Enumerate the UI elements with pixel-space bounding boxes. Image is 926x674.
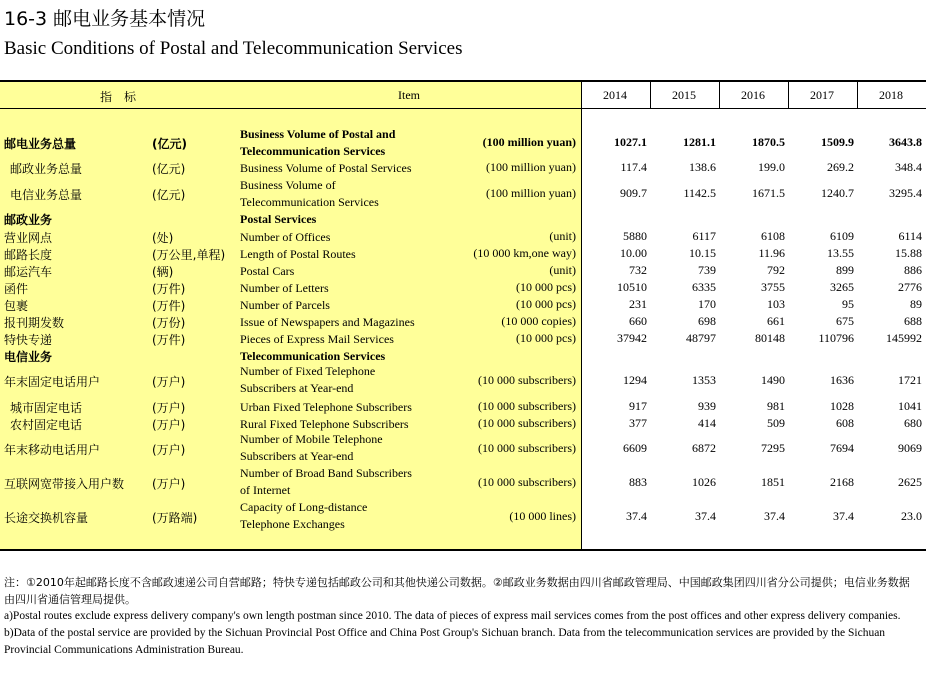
row-unit-cn: (亿元) (152, 188, 186, 202)
footnotes (4, 574, 920, 659)
footnote-cn: 注：①2010年起邮路长度不含邮政速递公司自营邮路；特快专递包括邮政公司和其他快递公司数据。②邮政业务数据由四川省邮政管理局、中国邮政集团四川省分公司提供；电信业务数据由四川省通信管理局提供。 (4, 576, 910, 606)
row-label-cn: 邮运汽车 (4, 264, 53, 279)
value-cell: 1028 (830, 398, 854, 413)
row-label-cn: 营业网点 (4, 230, 53, 245)
value-cell: 10.15 (689, 245, 716, 260)
value-cell: 1353 (692, 373, 716, 387)
row-unit-en: (unit) (549, 262, 576, 277)
value-cell: 2625 (898, 475, 922, 489)
value-cell: 883 (629, 475, 647, 489)
row-label-en: Business Volume of Telecommunication Services (240, 178, 379, 209)
value-cell: 886 (904, 262, 922, 277)
value-cell: 1240.7 (821, 186, 854, 200)
value-cell: 1294 (623, 373, 647, 387)
value-cell: 269.2 (827, 159, 854, 174)
table-row (0, 466, 926, 500)
value-cell: 3643.8 (889, 135, 922, 149)
value-cell: 909.7 (620, 186, 647, 200)
row-label-en: Number of Offices (240, 229, 331, 244)
value-cell: 6609 (623, 441, 647, 455)
table-row (0, 313, 926, 330)
page-title-cn: 16-3 邮电业务基本情况 (4, 8, 206, 30)
row-label-cn: 年末固定电话用户 (4, 375, 101, 389)
value-cell: 6117 (692, 228, 716, 243)
row-label-cn: 邮政业务总量 (10, 161, 83, 176)
row-label-en: Issue of Newspapers and Magazines (240, 314, 415, 329)
row-unit-en: (10 000 subscribers) (478, 415, 576, 430)
row-label-en: Number of Broad Band Subscribers of Internet (240, 466, 412, 497)
row-label-cn: 邮电业务总量 (4, 137, 77, 151)
row-label-en: Business Volume of Postal and Telecommunication Services (240, 127, 396, 158)
row-label-en: Capacity of Long-distance Telephone Exchanges (240, 500, 368, 531)
row-unit-en: (10 000 pcs) (516, 296, 576, 311)
row-label-cn: 电信业务总量 (10, 188, 83, 202)
value-cell: 37.4 (764, 509, 785, 523)
row-label-cn: 特快专递 (4, 332, 53, 347)
value-cell: 899 (836, 262, 854, 277)
table-row (0, 228, 926, 245)
value-cell: 6109 (830, 228, 854, 243)
page-title-en: Basic Conditions of Postal and Telecommunication Services (4, 38, 463, 59)
value-cell: 939 (698, 398, 716, 413)
value-cell: 660 (629, 313, 647, 328)
value-cell: 7295 (761, 441, 785, 455)
column-divider (650, 82, 651, 108)
row-label-cn: 包裹 (4, 298, 29, 313)
value-cell: 37942 (617, 330, 647, 345)
value-cell: 1671.5 (752, 186, 785, 200)
row-unit-cn: (万户) (152, 477, 186, 491)
value-cell: 917 (629, 398, 647, 413)
row-unit-en: (10 000 subscribers) (478, 398, 576, 413)
row-unit-en: (10 000 subscribers) (478, 441, 576, 455)
row-unit-cn: (亿元) (152, 161, 186, 176)
row-unit-en: (100 million yuan) (486, 159, 576, 174)
row-label-en: Length of Postal Routes (240, 246, 356, 261)
row-unit-cn: (万路端) (152, 511, 198, 525)
value-cell: 80148 (755, 330, 785, 345)
value-cell: 37.4 (626, 509, 647, 523)
value-cell: 661 (767, 313, 785, 328)
value-cell: 3265 (830, 279, 854, 294)
row-label-cn: 农村固定电话 (10, 417, 83, 432)
value-cell: 48797 (686, 330, 716, 345)
footnote-en: a)Postal routes exclude express delivery company's own length postman since 2010. The data of pieces of express mail services comes from the post offices and other express delivery companies. b)Data of the postal service are provided by the Sichuan Provincial Post Office and China Post Group's Sichuan branch. Data from the telecommunication services are provided by the Sichuan Provincial Communications Administration Bureau. (4, 610, 901, 656)
value-cell: 170 (698, 296, 716, 311)
value-cell: 9069 (898, 441, 922, 455)
value-cell: 10510 (617, 279, 647, 294)
value-cell: 23.0 (901, 509, 922, 523)
table-row (0, 364, 926, 398)
value-cell: 11.96 (758, 245, 785, 260)
value-cell: 199.0 (758, 159, 785, 174)
table-row (0, 330, 926, 347)
value-cell: 37.4 (695, 509, 716, 523)
value-cell: 348.4 (895, 159, 922, 174)
row-unit-en: (10 000 subscribers) (478, 475, 576, 489)
table-row (0, 415, 926, 432)
table-row (0, 279, 926, 296)
table-row (0, 432, 926, 466)
column-divider (719, 82, 720, 108)
row-unit-cn: (万件) (152, 281, 186, 296)
value-cell: 6335 (692, 279, 716, 294)
row-label-cn: 函件 (4, 281, 29, 296)
row-label-en: Number of Letters (240, 280, 329, 295)
row-label-cn: 互联网宽带接入用户数 (4, 477, 125, 491)
row-unit-en: (10 000 copies) (501, 313, 576, 328)
row-unit-en: (unit) (549, 228, 576, 243)
header-year: 2016 (741, 88, 765, 102)
value-cell: 680 (904, 415, 922, 430)
table-row (0, 296, 926, 313)
row-label-en: Number of Fixed Telephone Subscribers at Year-end (240, 364, 376, 395)
value-cell: 6114 (898, 228, 922, 243)
row-label-en: Number of Mobile Telephone Subscribers at Year-end (240, 432, 383, 463)
value-cell: 37.4 (833, 509, 854, 523)
value-cell: 509 (767, 415, 785, 430)
value-cell: 2168 (830, 475, 854, 489)
row-unit-cn: (万公里,单程) (152, 247, 226, 262)
row-unit-en: (10 000 subscribers) (478, 373, 576, 387)
row-label-en: Postal Cars (240, 263, 295, 278)
value-cell: 739 (698, 262, 716, 277)
table-row (0, 245, 926, 262)
value-cell: 89 (910, 296, 922, 311)
row-label-cn: 邮路长度 (4, 247, 53, 262)
table-row (0, 178, 926, 210)
value-cell: 2776 (898, 279, 922, 294)
table-row (0, 262, 926, 279)
header-year: 2018 (879, 88, 903, 102)
value-cell: 1041 (898, 398, 922, 413)
row-label-cn: 邮政业务 (4, 212, 53, 227)
row-label-cn: 电信业务 (4, 349, 53, 364)
row-label-cn: 城市固定电话 (10, 400, 83, 415)
value-cell: 117.4 (620, 159, 647, 174)
value-cell: 675 (836, 313, 854, 328)
row-label-en: Urban Fixed Telephone Subscribers (240, 399, 412, 414)
value-cell: 1026 (692, 475, 716, 489)
row-unit-cn: (亿元) (152, 137, 187, 151)
value-cell: 7694 (830, 441, 854, 455)
value-cell: 1636 (830, 373, 854, 387)
row-unit-en: (10 000 pcs) (516, 330, 576, 345)
value-cell: 1851 (761, 475, 785, 489)
value-cell: 138.6 (689, 159, 716, 174)
value-cell: 1142.5 (683, 186, 716, 200)
value-cell: 698 (698, 313, 716, 328)
value-cell: 110796 (818, 330, 854, 345)
header-indicator: 指 标 (100, 90, 137, 104)
table-bottom-rule (0, 549, 926, 551)
value-cell: 95 (842, 296, 854, 311)
value-cell: 608 (836, 415, 854, 430)
row-unit-en: (10 000 km,one way) (473, 245, 576, 260)
value-cell: 792 (767, 262, 785, 277)
table-row (0, 398, 926, 415)
row-unit-en: (100 million yuan) (486, 186, 576, 200)
value-cell: 6108 (761, 228, 785, 243)
row-unit-cn: (万户) (152, 400, 186, 415)
table-row (0, 159, 926, 176)
row-unit-en: (10 000 lines) (509, 509, 576, 523)
row-unit-cn: (万户) (152, 375, 186, 389)
header-year: 2015 (672, 88, 696, 102)
row-unit-en: (10 000 pcs) (516, 279, 576, 294)
row-unit-cn: (万户) (152, 417, 186, 432)
value-cell: 103 (767, 296, 785, 311)
table-row (0, 210, 926, 227)
value-cell: 732 (629, 262, 647, 277)
row-label-en: Postal Services (240, 211, 317, 226)
value-cell: 6872 (692, 441, 716, 455)
value-cell: 1870.5 (752, 135, 785, 149)
value-cell: 688 (904, 313, 922, 328)
row-unit-cn: (处) (152, 230, 174, 245)
row-unit-en: (100 million yuan) (482, 135, 576, 149)
row-label-en: Rural Fixed Telephone Subscribers (240, 416, 409, 431)
header-year: 2014 (603, 88, 627, 102)
table-row (0, 127, 926, 159)
column-divider (857, 82, 858, 108)
row-label-cn: 长途交换机容量 (4, 511, 89, 525)
row-label-cn: 年末移动电话用户 (4, 443, 101, 457)
row-unit-cn: (万件) (152, 298, 186, 313)
value-cell: 377 (629, 415, 647, 430)
row-unit-cn: (万件) (152, 332, 186, 347)
value-cell: 231 (629, 296, 647, 311)
row-unit-cn: (万户) (152, 443, 186, 457)
value-cell: 3755 (761, 279, 785, 294)
header-year: 2017 (810, 88, 834, 102)
value-cell: 5880 (623, 228, 647, 243)
header-item: Item (398, 88, 420, 102)
row-unit-cn: (辆) (152, 264, 174, 279)
row-label-en: Telecommunication Services (240, 348, 386, 363)
value-cell: 1509.9 (821, 135, 854, 149)
value-cell: 1027.1 (614, 135, 647, 149)
value-cell: 1490 (761, 373, 785, 387)
value-cell: 1281.1 (683, 135, 716, 149)
row-label-en: Number of Parcels (240, 297, 330, 312)
row-label-cn: 报刊期发数 (4, 315, 65, 330)
value-cell: 13.55 (827, 245, 854, 260)
column-divider (788, 82, 789, 108)
value-cell: 981 (767, 398, 785, 413)
value-cell: 15.88 (895, 245, 922, 260)
table-row (0, 500, 926, 534)
row-label-en: Business Volume of Postal Services (240, 160, 412, 175)
value-cell: 145992 (886, 330, 922, 345)
value-cell: 10.00 (620, 245, 647, 260)
value-cell: 414 (698, 415, 716, 430)
value-cell: 1721 (898, 373, 922, 387)
row-label-en: Pieces of Express Mail Services (240, 331, 394, 346)
value-cell: 3295.4 (889, 186, 922, 200)
table-row (0, 347, 926, 364)
row-unit-cn: (万份) (152, 315, 186, 330)
